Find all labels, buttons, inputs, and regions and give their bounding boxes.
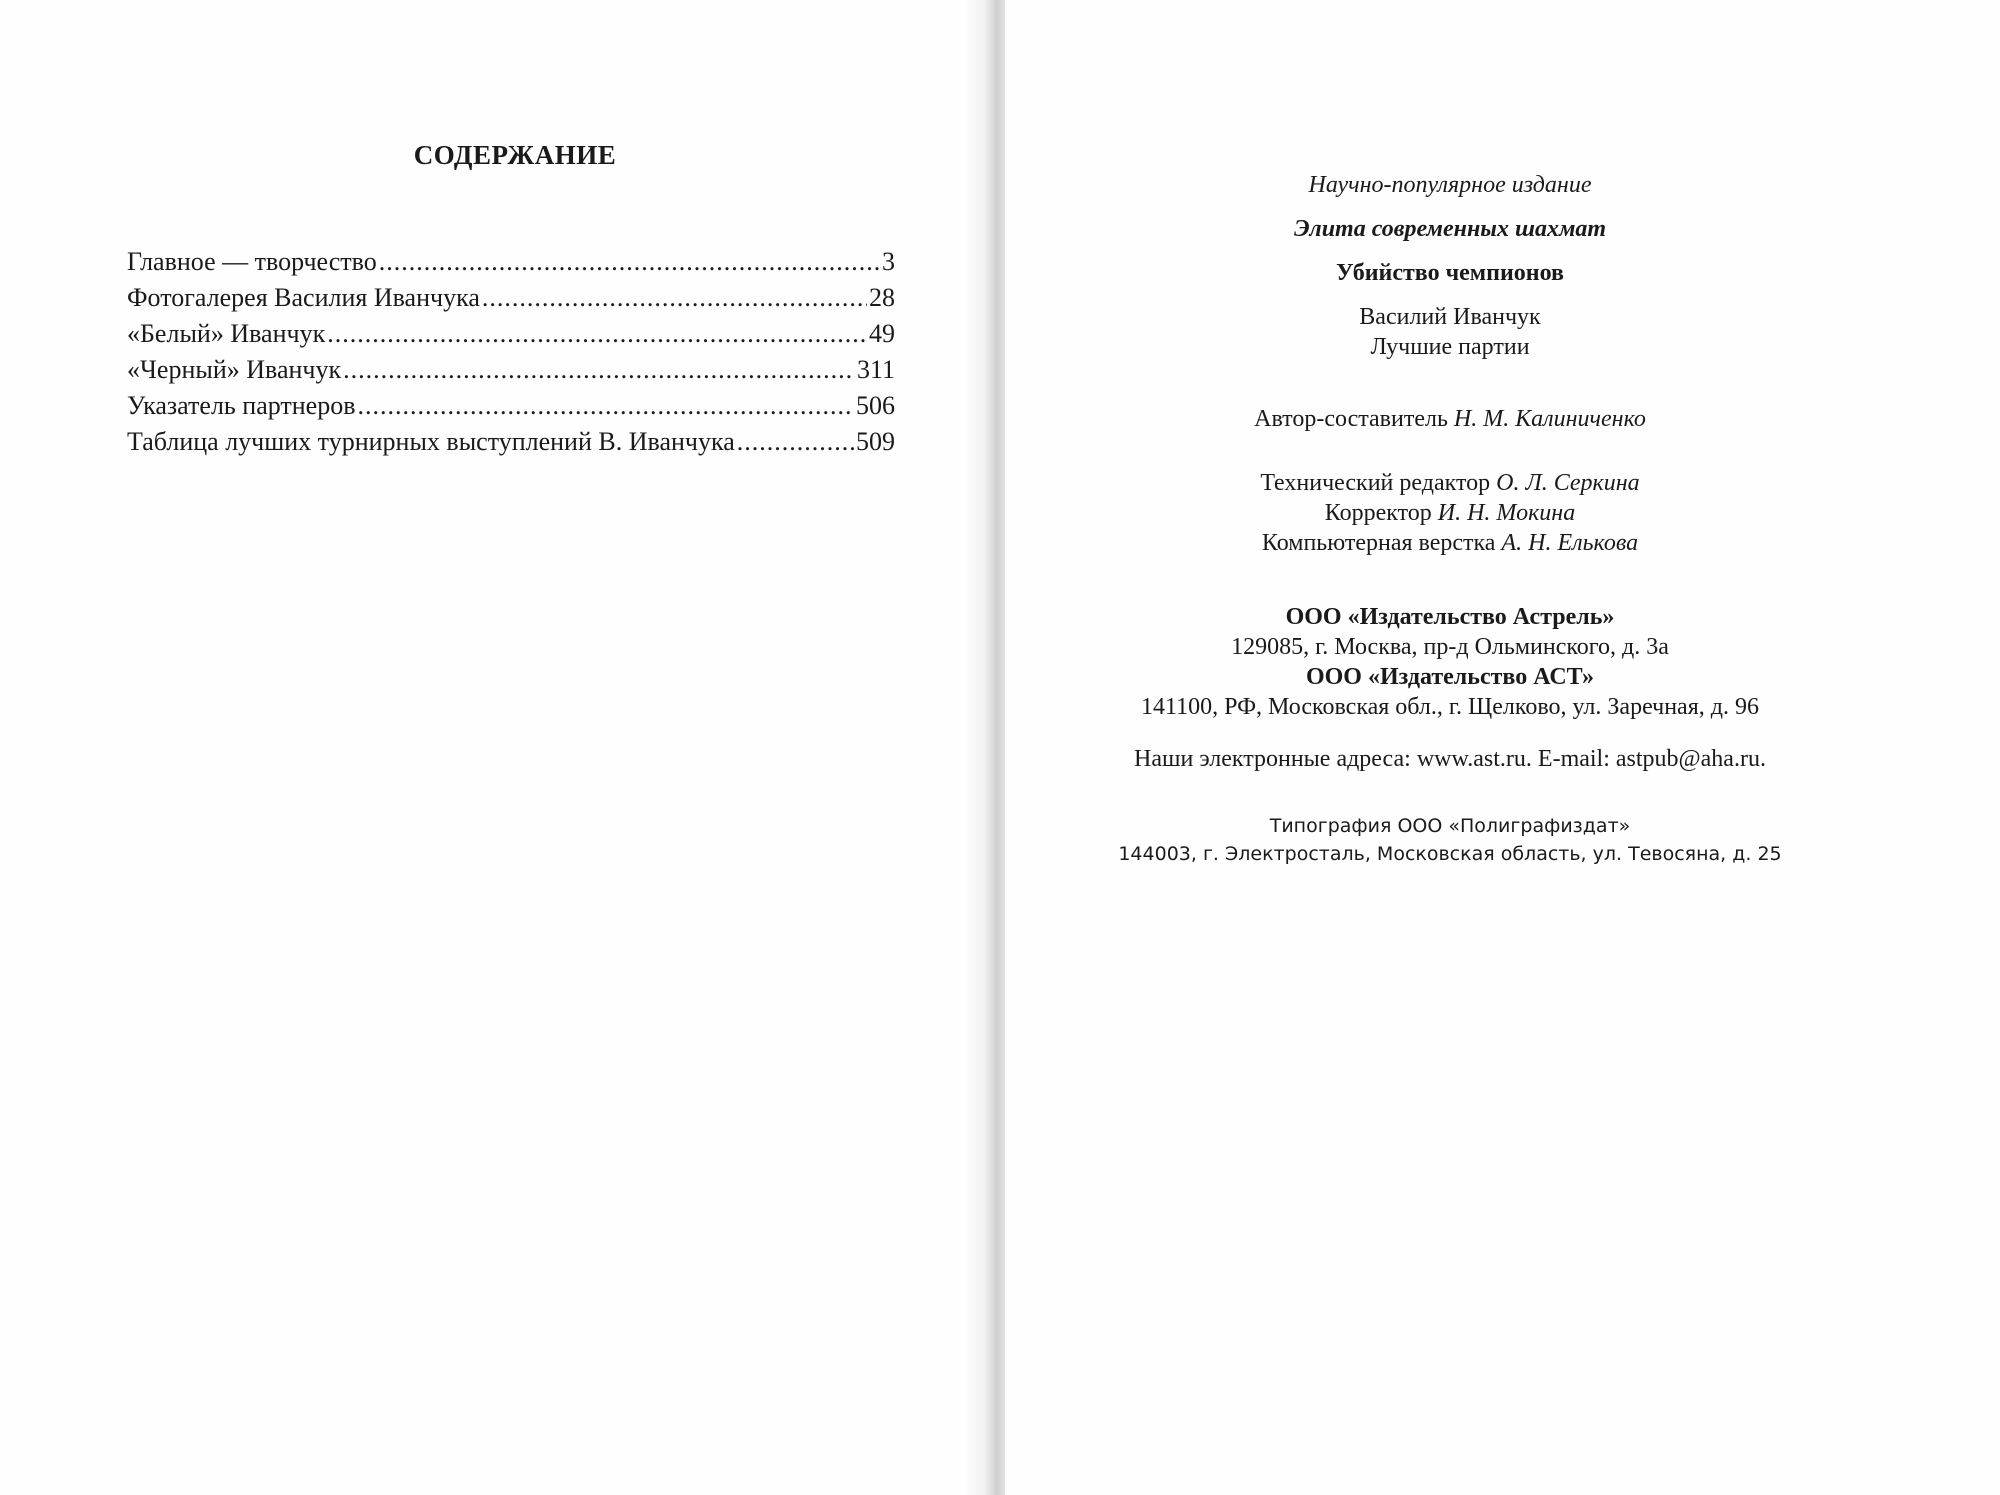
toc-entry-page: 49 bbox=[869, 319, 895, 348]
layout-line bbox=[1070, 528, 1830, 558]
toc-entry bbox=[127, 424, 895, 460]
toc-entry-page: 311 bbox=[856, 355, 895, 384]
table-of-contents bbox=[127, 244, 895, 460]
tech-editor-name: О. Л. Серкина bbox=[1496, 470, 1640, 496]
toc-entry bbox=[127, 352, 895, 388]
toc-entry-page: 506 bbox=[856, 391, 895, 420]
toc-leader-dots bbox=[327, 316, 867, 352]
toc-entry bbox=[127, 280, 895, 316]
toc-entry-label: Фотогалерея Василия Иванчука bbox=[127, 283, 480, 312]
subseries-title: Убийство чемпионов bbox=[1336, 260, 1564, 286]
book-title-line-1: Василий Иванчук bbox=[1359, 304, 1541, 330]
web-addresses: Наши электронные адреса: www.ast.ru. E-mail: astpub@aha.ru. bbox=[1134, 746, 1766, 772]
compiler-name: Н. М. Калиниченко bbox=[1453, 406, 1646, 432]
toc-leader-dots bbox=[737, 424, 854, 460]
toc-leader-dots bbox=[482, 280, 867, 316]
compiler-label: Автор-составитель bbox=[1254, 406, 1448, 432]
toc-entry-label: «Белый» Иванчук bbox=[127, 319, 326, 348]
publisher-2: ООО «Издательство АСТ» bbox=[1305, 664, 1595, 690]
tech-editor-label: Технический редактор bbox=[1260, 470, 1491, 496]
contents-heading: СОДЕРЖАНИЕ bbox=[413, 140, 617, 170]
corrector-name: И. Н. Мокина bbox=[1437, 500, 1576, 526]
corrector-line bbox=[1070, 498, 1830, 528]
toc-leader-dots bbox=[343, 352, 855, 388]
toc-entry bbox=[127, 316, 895, 352]
publisher-2-address: 141100, РФ, Московская обл., г. Щелково, ул. Заречная, д. 96 bbox=[1141, 694, 1759, 720]
edition-type: Научно-популярное издание bbox=[1308, 172, 1592, 198]
publisher-1: ООО «Издательство Астрель» bbox=[1285, 604, 1615, 630]
tech-editor-line bbox=[1070, 468, 1830, 498]
toc-entry-label: Указатель партнеров bbox=[127, 391, 356, 420]
printer-address: 144003, г. Электросталь, Московская область, ул. Тевосяна, д. 25 bbox=[1118, 843, 1782, 865]
toc-entry bbox=[127, 244, 895, 280]
toc-entry-label: Таблица лучших турнирных выступлений В. Иванчука bbox=[127, 427, 735, 456]
corrector-label: Корректор bbox=[1324, 500, 1432, 526]
toc-entry-label: Главное — творчество bbox=[127, 247, 377, 276]
imprint-block bbox=[1070, 170, 1830, 868]
toc-entry-label: «Черный» Иванчук bbox=[127, 355, 342, 384]
toc-leader-dots bbox=[357, 388, 854, 424]
toc-entry-page: 28 bbox=[869, 283, 895, 312]
publisher-1-address: 129085, г. Москва, пр-д Ольминского, д. 3а bbox=[1231, 634, 1669, 660]
toc-entry bbox=[127, 388, 895, 424]
compiler-line bbox=[1070, 404, 1830, 434]
left-page bbox=[0, 0, 985, 1495]
toc-entry-page: 3 bbox=[882, 247, 895, 276]
series-title: Элита современных шахмат bbox=[1293, 216, 1607, 242]
printer-name: Типография ООО «Полиграфиздат» bbox=[1269, 815, 1631, 837]
layout-label: Компьютерная верстка bbox=[1261, 530, 1496, 556]
book-title-line-2: Лучшие партии bbox=[1370, 334, 1530, 360]
toc-entry-page: 509 bbox=[856, 427, 895, 456]
layout-name: А. Н. Елькова bbox=[1501, 530, 1639, 556]
toc-leader-dots bbox=[379, 244, 880, 280]
